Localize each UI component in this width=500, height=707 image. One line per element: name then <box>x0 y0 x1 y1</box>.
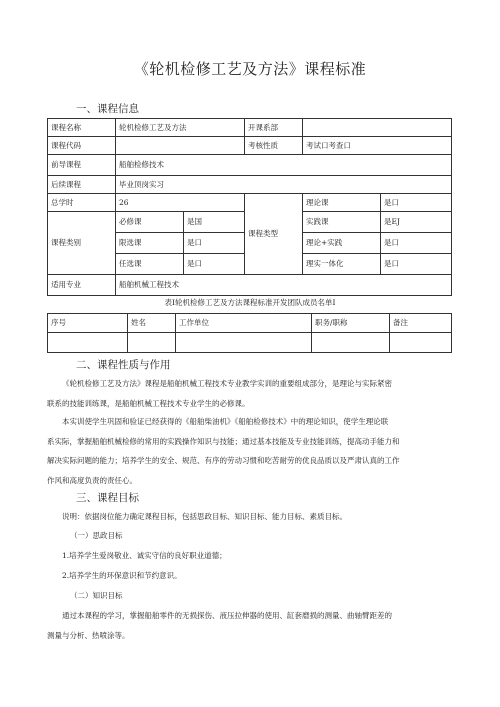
header-cell: 序号 <box>48 314 128 333</box>
header-cell: 姓名 <box>128 314 176 333</box>
section-heading-nature: 二、课程性质与作用 <box>76 359 171 371</box>
followup-value: 毕业顶岗实习 <box>116 176 452 194</box>
label-cell: 前导课程 <box>48 155 116 176</box>
label-cell: 开课系部 <box>245 119 303 137</box>
table-row <box>48 119 452 137</box>
table-row <box>48 275 452 296</box>
table-row <box>48 176 452 194</box>
header-cell: 工作单位 <box>176 314 312 333</box>
nature-paragraph-1 <box>47 374 467 413</box>
table-row <box>48 333 452 353</box>
team-table-caption: 表I轮机检修工艺及方法课程标准开发团队成员名单I <box>164 298 336 307</box>
prereq-value: 船舶检修技术 <box>116 155 452 176</box>
header-cell: 备注 <box>390 314 452 333</box>
course-info-table <box>47 118 452 296</box>
subheading-ideology: （一）思政目标 <box>70 531 123 540</box>
empty-cell <box>128 333 176 353</box>
text-line: 本实训使学生巩固和验证已经获得的《船舶柴油机》《船舶检修技术》中的理论知识，使学生理论联 <box>62 417 389 426</box>
knowledge-paragraph <box>47 606 467 645</box>
code-value <box>116 137 245 155</box>
table-row <box>48 194 452 212</box>
document-title: 《轮机检修工艺及方法》课程标准 <box>133 60 367 78</box>
type-theory-practice-value: 是口 <box>381 233 452 254</box>
course-name-value: 轮机检修工艺及方法 <box>116 119 245 137</box>
team-table <box>47 313 452 353</box>
type-theory-value: 是口 <box>381 194 452 212</box>
label-cell: 适用专业 <box>48 275 116 296</box>
label-cell: 后续课程 <box>48 176 116 194</box>
cat-limited-value: 是口 <box>184 233 245 254</box>
type-practice: 实践课 <box>303 212 381 233</box>
table-header-row <box>48 314 452 333</box>
empty-cell <box>48 333 128 353</box>
text-line: 联系的技能训练课，是船舶机械工程技术专业学生的必修课。 <box>47 398 250 408</box>
major-value: 船舶机械工程技术 <box>116 275 452 296</box>
empty-cell <box>312 333 390 353</box>
label-cell: 课程名称 <box>48 119 116 137</box>
label-cell: 考核性质 <box>245 137 303 155</box>
cat-optional-value: 是口 <box>184 254 245 275</box>
table-row <box>48 155 452 176</box>
text-line: 作风和高度负责的责任心。 <box>47 475 137 485</box>
cat-limited: 限选课 <box>116 233 184 254</box>
cat-required: 必修课 <box>116 212 184 233</box>
section-heading-course-info: 一、课程信息 <box>76 103 139 115</box>
goal-item-2: 2.培养学生的环保意识和节约意识。 <box>62 571 182 580</box>
text-line: 《轮机检修工艺及方法》课程是船舶机械工程技术专业教学实训的重要组成部分，是理论与实际紧密 <box>62 379 392 388</box>
text-line: 系实际，掌握船舶机械检修的常用的实践操作知识与技能；通过基本技能及专业技能训练，提高动手能力和 <box>47 436 400 446</box>
label-cell: 总学时 <box>48 194 116 212</box>
hours-value: 26 <box>116 194 245 212</box>
subheading-knowledge: （二）知识目标 <box>70 591 123 600</box>
header-cell: 职务/职称 <box>312 314 390 333</box>
type-integrated-value: 是口 <box>381 254 452 275</box>
empty-cell <box>390 333 452 353</box>
empty-cell <box>176 333 312 353</box>
nature-paragraph-2 <box>47 412 467 490</box>
text-line: 测量与分析、热喷涂等。 <box>47 630 130 640</box>
table-row <box>48 137 452 155</box>
text-line: 通过本课程的学习，掌握船舶零件的无损探伤、液压拉伸器的使用、缸套磨损的测量、曲轴臂距差的 <box>62 611 392 620</box>
section-heading-goals: 三、课程目标 <box>76 492 139 504</box>
type-integrated: 理实一体化 <box>303 254 381 275</box>
assess-value: 考试口考查口 <box>303 137 452 155</box>
cat-optional: 任选课 <box>116 254 184 275</box>
cat-required-value: 是国 <box>184 212 245 233</box>
goals-intro: 说明：依据岗位能力确定课程目标，包括思政目标、知识目标、能力目标、素质目标。 <box>62 512 347 521</box>
label-cell: 课程代码 <box>48 137 116 155</box>
type-theory-practice: 理论+实践 <box>303 233 381 254</box>
dept-value <box>303 119 452 137</box>
type-practice-value: 是EJ <box>381 212 452 233</box>
text-line: 解决实际问题的能力；培养学生的安全、规范、有序的劳动习惯和吃苦耐劳的优良品质以及严肃认真的工作 <box>47 456 400 465</box>
type-label-cell: 课程类型 <box>245 194 303 275</box>
category-label-cell: 课程类别 <box>48 212 116 275</box>
type-theory: 理论课 <box>303 194 381 212</box>
goal-item-1: 1.培养学生爱岗敬业、诚实守信的良好职业道德； <box>62 551 227 560</box>
